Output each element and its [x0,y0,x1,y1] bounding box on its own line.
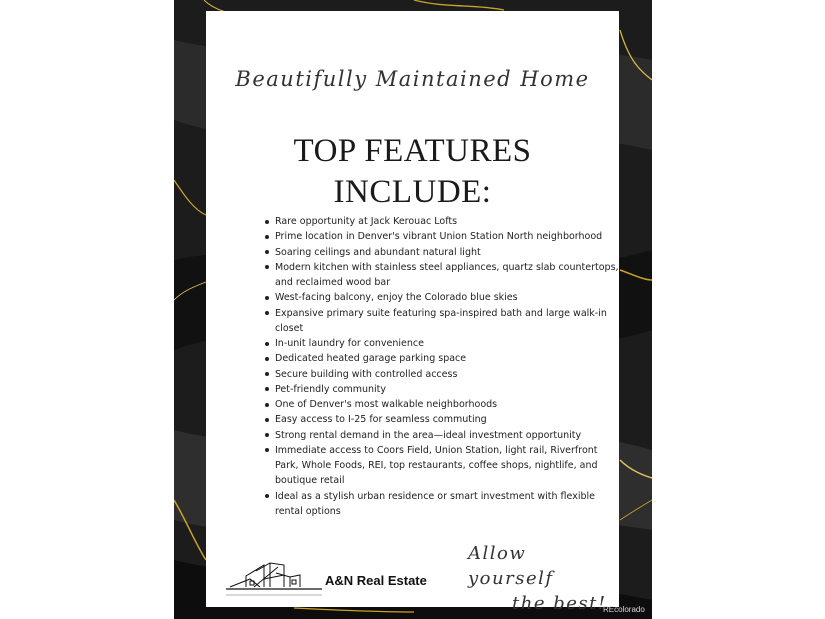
flyer-card [206,11,619,614]
tagline: Beautifully Maintained Home [235,67,590,91]
slogan-line-2: the best! [512,593,607,614]
feature-item: Rare opportunity at Jack Kerouac Lofts [275,214,620,229]
feature-item: West-facing balcony, enjoy the Colorado blue skies [275,290,620,305]
feature-item: Soaring ceilings and abundant natural light [275,245,620,260]
feature-item: Pet-friendly community [275,382,620,397]
feature-item: Immediate access to Coors Field, Union Station, light rail, Riverfront Park, Whole Foods, REI, top restaurants, coffee shops, nightlife, and boutique retail [275,443,620,489]
watermark: REcolorado [603,605,645,614]
feature-item: Dedicated heated garage parking space [275,351,620,366]
slogan-line-1: Allow yourself [468,543,554,589]
feature-item: Secure building with controlled access [275,367,620,382]
feature-item: Strong rental demand in the area—ideal investment opportunity [275,428,620,443]
feature-item: Easy access to I-25 for seamless commuting [275,412,620,427]
feature-item: In-unit laundry for convenience [275,336,620,351]
features-list [264,214,620,519]
heading-line-2: INCLUDE: [333,174,492,210]
heading-line-1: TOP FEATURES [293,133,532,169]
brand-name: A&N Real Estate [325,573,427,588]
building-logo-icon [226,551,326,597]
feature-item: One of Denver's most walkable neighborhoods [275,397,620,412]
feature-item: Ideal as a stylish urban residence or smart investment with flexible rental options [275,489,620,520]
feature-item: Modern kitchen with stainless steel appliances, quartz slab countertops, and reclaimed wood bar [275,260,620,291]
feature-item: Expansive primary suite featuring spa-inspired bath and large walk-in closet [275,306,620,337]
feature-item: Prime location in Denver's vibrant Union Station North neighborhood [275,229,620,244]
slogan [468,541,618,616]
